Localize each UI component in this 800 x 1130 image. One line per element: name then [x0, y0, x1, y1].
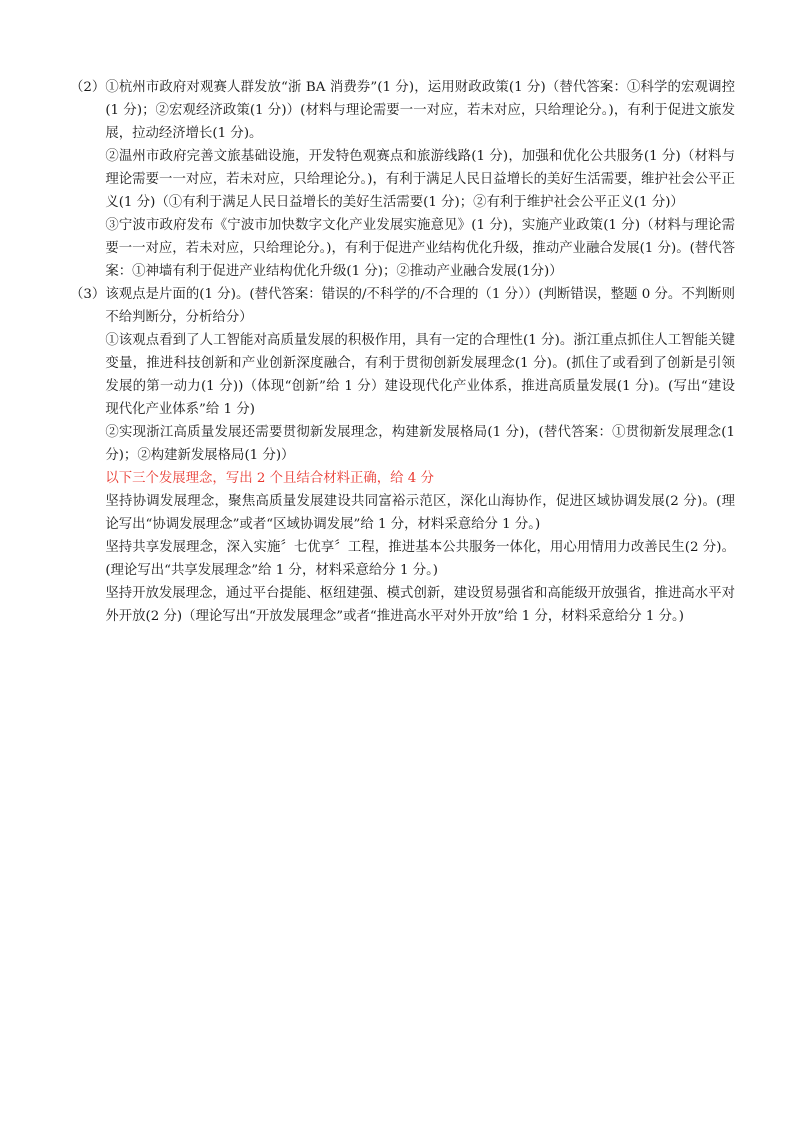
grading-note-highlight: 以下三个发展理念，写出 2 个且结合材料正确，给 4 分 — [105, 471, 434, 486]
paragraph-judgement: 该观点是片面的(1 分)。(替代答案：错误的/不科学的/不合理的（1 分））(判断错误，整题 0 分。不判断则不给判断分，分析给分） — [105, 287, 735, 325]
paragraph-wenzhou: ②温州市政府完善文旅基础设施，开发特色观赛点和旅游线路(1 分)，加强和优化公共服务(1 分)（材料与理论需要一一对应，若未对应，只给理论分。)，有利于满足人民日益增长的美好生活需要，维护社会公平正义(1 分)（①有利于满足人民日益增长的美好生活需要(1 分)；②有利于维护社会公平正义(1 分)） — [105, 149, 735, 210]
answer-content — [70, 76, 735, 628]
paragraph-coordinated-development: 坚持协调发展理念，聚焦高质量发展建设共同富裕示范区，深化山海协作，促进区域协调发展(2 分)。(理论写出“协调发展理念”或者“区域协调发展”给 1 分，材料采意给分 1 分。) — [105, 494, 735, 532]
item-body — [105, 283, 735, 628]
paragraph-hangzhou: ①杭州市政府对观赛人群发放“浙 BA 消费券”(1 分)，运用财政政策(1 分)（替代答案：①科学的宏观调控(1 分)；②宏观经济政策(1 分)）(材料与理论需要一一对应，若未对应，只给理论分。)，有利于促进文旅发展，拉动经济增长(1 分)。 — [105, 80, 735, 141]
paragraph-analysis-1: ①该观点看到了人工智能对高质量发展的积极作用，具有一定的合理性(1 分)。浙江重点抓住人工智能关键变量，推进科技创新和产业创新深度融合，有利于贯彻创新发展理念(1 分)。(抓住了或看到了创新是引领发展的第一动力(1 分))（体现“创新”给 1 分）建设现代化产业体系，推进高质量发展(1 分)。(写出“建设现代化产业体系”给 1 分) — [105, 333, 735, 417]
paragraph-ningbo: ③宁波市政府发布《宁波市加快数字文化产业发展实施意见》(1 分)，实施产业政策(1 分)（材料与理论需要一一对应，若未对应，只给理论分。)，有利于促进产业结构优化升级，推动产业融合发展(1 分)。(替代答案：①神墙有利于促进产业结构优化升级(1 分)；②推动产业融合发展(1分)） — [105, 218, 735, 279]
item-number: （3） — [70, 287, 106, 302]
paragraph-analysis-2: ②实现浙江高质量发展还需要贯彻新发展理念，构建新发展格局(1 分)，(替代答案：①贯彻新发展理念(1 分)；②构建新发展格局(1 分)） — [105, 425, 735, 463]
item-number: （2） — [70, 80, 106, 95]
item-body — [105, 76, 735, 283]
answer-item-3 — [70, 283, 735, 628]
answer-item-2 — [70, 76, 735, 283]
paragraph-open-development: 坚持开放发展理念，通过平台提能、枢纽建强、模式创新，建设贸易强省和高能级开放强省，推进高水平对外开放(2 分)（理论写出“开放发展理念”或者“推进高水平对外开放”给 1 分，材料采意给分 1 分。) — [105, 586, 735, 624]
paragraph-shared-development: 坚持共享发展理念，深入实施〞七优享〞工程，推进基本公共服务一体化，用心用情用力改善民生(2 分)。(理论写出“共享发展理念”给 1 分，材料采意给分 1 分。) — [105, 540, 735, 578]
